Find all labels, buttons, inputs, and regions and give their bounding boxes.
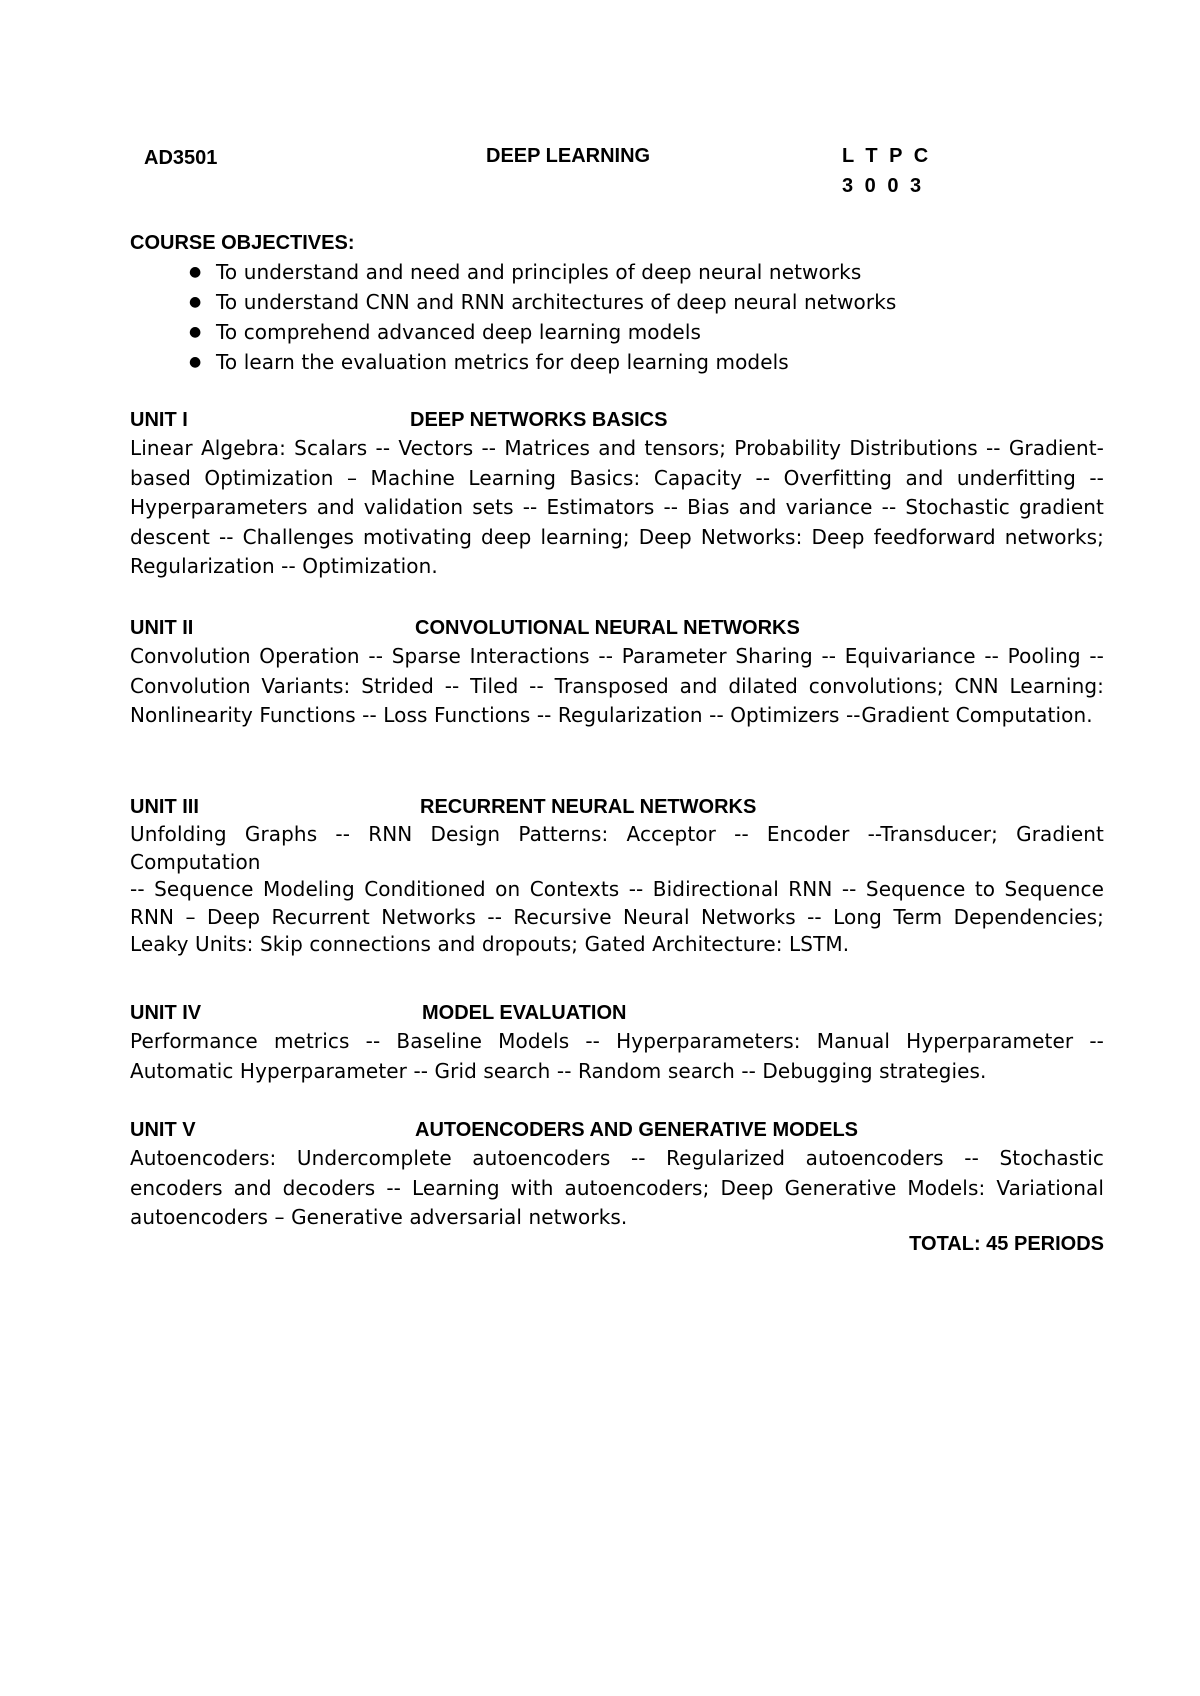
unit-4-body: [130, 1027, 1104, 1086]
unit-1-body: [130, 434, 1104, 582]
unit-2-header: [130, 614, 1104, 642]
objectives-list: [130, 257, 896, 377]
unit-2-paragraph: Convolution Operation -- Sparse Interactions -- Parameter Sharing -- Equivariance -- Pooling -- Convolution Variants: Strided -- Tiled -- Transposed and dilated convolutions; CNN Learning: Nonlinearity Functions -- Loss Functions -- Regularization -- Optimizers --Gradient Computation.: [130, 644, 1104, 727]
unit-1: [130, 406, 1104, 582]
unit-4-label: UNIT IV: [130, 1002, 202, 1024]
unit-3-paragraph: -- Sequence Modeling Conditioned on Contexts -- Bidirectional RNN -- Sequence to Sequence RNN – Deep Recurrent Networks -- Recursive Neural Networks -- Long Term Dependencies; Leaky Units: Skip connections and dropouts; Gated Architecture: LSTM.: [130, 877, 1104, 956]
unit-5-title: AUTOENCODERS AND GENERATIVE MODELS: [415, 1119, 858, 1141]
objective-item: [130, 317, 896, 347]
objective-item: [130, 347, 896, 377]
objective-text: To understand CNN and RNN architectures of deep neural networks: [216, 290, 897, 314]
bullet-icon: ●: [189, 324, 202, 340]
unit-2-label: UNIT II: [130, 617, 194, 639]
unit-3-body: [130, 821, 1104, 959]
unit-2-title: CONVOLUTIONAL NEURAL NETWORKS: [415, 617, 800, 639]
unit-4-paragraph: Performance metrics -- Baseline Models -- Hyperparameters: Manual Hyperparameter -- Automatic Hyperparameter -- Grid search -- Random search -- Debugging strategies.: [130, 1029, 1104, 1083]
total-periods: TOTAL: 45 PERIODS: [909, 1233, 1104, 1255]
unit-3-label: UNIT III: [130, 796, 199, 818]
unit-5-body: [130, 1144, 1104, 1233]
ltpc-values: 3 0 0 3: [842, 175, 922, 197]
objective-text: To learn the evaluation metrics for deep learning models: [216, 350, 789, 374]
objective-item: [130, 287, 896, 317]
course-code: AD3501: [144, 147, 218, 169]
unit-5: [130, 1116, 1104, 1233]
objective-text: To comprehend advanced deep learning models: [216, 320, 701, 344]
ltpc-letters: L T P C: [842, 145, 929, 167]
unit-5-label: UNIT V: [130, 1119, 196, 1141]
unit-1-title: DEEP NETWORKS BASICS: [410, 409, 668, 431]
bullet-icon: ●: [189, 264, 202, 280]
course-title: DEEP LEARNING: [486, 145, 651, 167]
unit-1-paragraph: Linear Algebra: Scalars -- Vectors -- Matrices and tensors; Probability Distributions -- Gradient-based Optimization – Machine Learning Basics: Capacity -- Overfitting and underfitting --Hyperparameters and validation sets -- Estimators -- Bias and variance -- Stochastic gradient descent -- Challenges motivating deep learning; Deep Networks: Deep feedforward networks; Regularization -- Optimization.: [130, 436, 1104, 578]
bullet-icon: ●: [189, 294, 202, 310]
objectives-heading: COURSE OBJECTIVES:: [130, 232, 355, 254]
unit-3-title: RECURRENT NEURAL NETWORKS: [420, 796, 757, 818]
unit-1-label: UNIT I: [130, 409, 188, 431]
objective-text: To understand and need and principles of deep neural networks: [216, 260, 862, 284]
unit-3-header: [130, 793, 1104, 821]
unit-4-title: MODEL EVALUATION: [422, 1002, 627, 1024]
objective-item: [130, 257, 896, 287]
unit-4: [130, 999, 1104, 1086]
unit-5-paragraph: Autoencoders: Undercomplete autoencoders -- Regularized autoencoders -- Stochastic encoders and decoders -- Learning with autoencoders; Deep Generative Models: Variational autoencoders – Generative adversarial networks.: [130, 1146, 1104, 1229]
unit-3: [130, 793, 1104, 959]
unit-2: [130, 614, 1104, 731]
bullet-icon: ●: [189, 354, 202, 370]
unit-2-body: [130, 642, 1104, 731]
unit-5-header: [130, 1116, 1104, 1144]
unit-3-paragraph: Unfolding Graphs -- RNN Design Patterns: Acceptor -- Encoder --Transducer; Gradient Computation: [130, 822, 1104, 874]
unit-4-header: [130, 999, 1104, 1027]
unit-1-header: [130, 406, 1104, 434]
